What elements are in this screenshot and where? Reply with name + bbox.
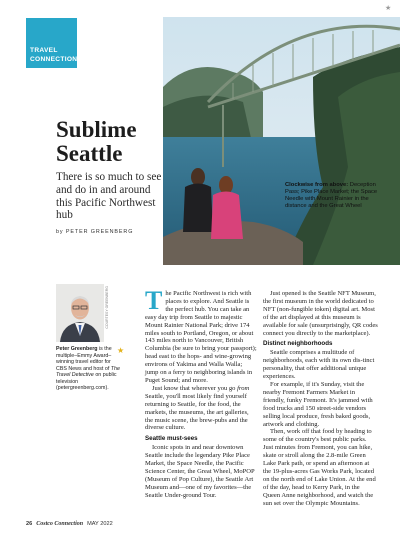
- caption-body: Deception Pass; Pike Place Market; the Space Needle with Mount Rainier in the distance and the Great Wheel: [285, 182, 378, 209]
- text: Just know that wherever you go: [152, 384, 238, 392]
- text: Seattle, for the food, the markets, the museums, the art galleries, the music scene, the brew-pubs and the diverse culture.: [145, 400, 249, 432]
- publication-name: Costco Connection: [36, 521, 84, 527]
- page-corner-icon: ★: [385, 4, 392, 12]
- text: Seattle, you'll most likely find yourself returning: [145, 392, 247, 408]
- section-tag-line2: CONNECTION: [30, 56, 78, 63]
- article-title: [56, 118, 176, 166]
- author-bio-text-end: on public television (petergreenberg.com).: [56, 372, 117, 391]
- author-bio-text: is the multiple–Emmy Award–winning travel editor for CBS News and host of: [56, 346, 112, 372]
- section-tag-line1: TRAVEL: [30, 47, 58, 54]
- text-em: from: [237, 384, 250, 392]
- author-show: The Travel Detective: [56, 365, 120, 378]
- author-portrait: [56, 284, 104, 342]
- paragraph: Then, work off that food by heading to some of the country's best public parks. Just minutes from Fremont, you can hike, skate or stroll along the 2.8-mile Green Lake Park path, or spend an afternoon at the 19-plus-acres Gas Works Park, located on the north end of Lake Union. At the end of the day, head to Kerry Park, in the Queen Anne neighborhood, and watch the sun set over the Olympic Mountains.: [263, 428, 376, 507]
- photo-credit: COURTESY GREENBERG: [105, 286, 109, 329]
- author-name: Peter Greenberg: [56, 346, 98, 352]
- title-line1: Sublime: [56, 117, 137, 142]
- byline: by PETER GREENBERG: [56, 229, 134, 235]
- paragraph: For example, if it's Sunday, visit the nearby Fremont Farmers Market in friendly, funky Fremont. It's jammed with food trucks and 150 street-side vendors selling local produce, fresh baked goods, artwork and clothing.: [263, 380, 373, 428]
- paragraph: [145, 286, 257, 385]
- article-column-1: [145, 286, 257, 500]
- subheading-neighborhoods: Distinct neighborhoods: [263, 340, 333, 348]
- paragraph: Iconic spots in and near downtown Seattle include the legendary Pike Place Market, the Space Needle, the Pacific Science Center, the Great Wheel, MoPOP (Museum of Pop Culture), the Seattle Art Museum and—one of my favorites—the Seattle Under-ground Tour.: [145, 444, 255, 499]
- paragraph-text: he Pacific Northwest is rich with places to explore. And Seattle is the perfect hub. You can take an easy day trip from Seattle to majestic Mount Rainier National Park; drive 174 miles south to Portland, Oregon, or about 143 miles north to Vancouver, British Columbia (be sure to bring your passport); head east to the hops- and wine-growing environs of Yakima and Walla Walla; jump on a ferry to neighboring islands in Puget Sound; and more.: [145, 290, 257, 384]
- drop-cap: T: [145, 286, 163, 315]
- title-line2: Seattle: [56, 141, 123, 166]
- page-footer: [26, 521, 113, 527]
- article-column-2: [263, 290, 378, 507]
- text-em: to: [170, 400, 176, 408]
- issue-date: MAY 2022: [87, 521, 113, 527]
- article-subtitle: There is so much to see and do in and around this Pacific Northwest hub: [56, 171, 162, 222]
- author-bio: [56, 346, 120, 392]
- paragraph: Just opened is the Seattle NFT Museum, the first museum in the world dedicated to NFT (non-fungible token) digital art. Most of the art displayed at this museum is available for sale (unsurprisingly, QR codes connect you directly to the marketplace).: [263, 290, 378, 337]
- star-icon: ★: [117, 346, 125, 355]
- paragraph: Seattle comprises a multitude of neighborhoods, each with its own dis-tinct personality, that offer additional unique experiences.: [263, 349, 375, 381]
- page-number: 26: [26, 521, 33, 527]
- paragraph: [145, 385, 257, 432]
- subheading-must-sees: Seattle must-sees: [145, 435, 198, 443]
- photo-caption: [285, 182, 381, 210]
- hero-photo-deception-pass: [163, 17, 400, 265]
- section-tag: [26, 18, 77, 68]
- caption-lead: Clockwise from above:: [285, 182, 349, 188]
